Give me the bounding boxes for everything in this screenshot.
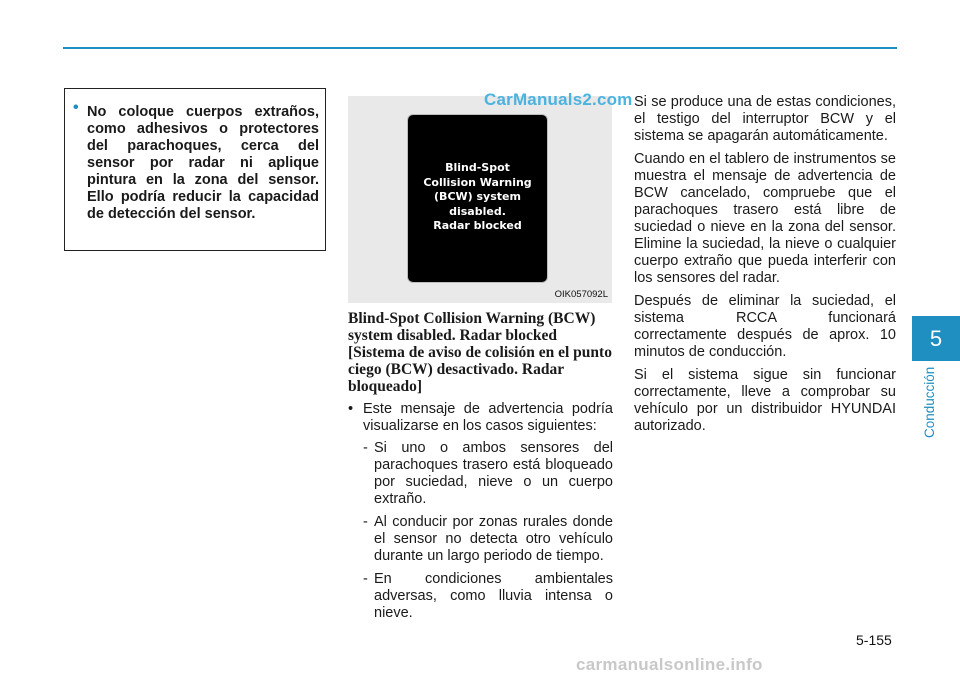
sub-mark: - xyxy=(363,514,368,530)
sub-item-text: Si uno o ambos sensores del parachoques trasero está bloqueado por suciedad, nieve o un cuerpo extraño. xyxy=(374,440,613,507)
cluster-display-message: Blind-Spot Collision Warning (BCW) system disabled. Radar blocked xyxy=(423,161,532,232)
paragraph: Cuando en el tablero de instrumentos se muestra el mensaje de advertencia de BCW cancelado, compruebe que el parachoques trasero está libre de suciedad o nieve en la zona del sensor. Elimine la suciedad, la nieve o cualquier cuerpo extraño que pueda interferir con los sensores del radar. xyxy=(634,151,896,286)
middle-column xyxy=(348,310,613,628)
bullet-text: Este mensaje de advertencia podría visualizarse en los casos siguientes: xyxy=(363,401,613,434)
paragraph: Después de eliminar la suciedad, el sistema RCCA funcionará correctamente después de aprox. 10 minutos de conducción. xyxy=(634,293,896,360)
figure-code: OIK057092L xyxy=(554,289,608,300)
watermark-carmanuals2: CarManuals2.com xyxy=(484,90,633,109)
notice-bullet: • xyxy=(73,99,79,116)
cluster-display xyxy=(408,115,547,282)
header-rule xyxy=(63,47,897,49)
paragraph: Si se produce una de estas condiciones, el testigo del interruptor BCW y el sistema se apagarán automáticamente. xyxy=(634,94,896,144)
page-number: 5-155 xyxy=(856,632,892,648)
cluster-message-figure xyxy=(348,96,612,303)
sub-item-text: Al conducir por zonas rurales donde el sensor no detecta otro vehículo durante un largo periodo de tiempo. xyxy=(374,514,613,564)
sub-item-text: En condiciones ambientales adversas, como lluvia intensa o nieve. xyxy=(374,571,613,621)
bullet-mark: • xyxy=(348,401,354,417)
chapter-number-tab: 5 xyxy=(912,316,960,361)
section-heading: Blind-Spot Collision Warning (BCW) system disabled. Radar blocked [Sistema de aviso de colisión en el punto ciego (BCW) desactivado. Radar bloqueado] xyxy=(348,310,612,395)
sub-item xyxy=(348,440,613,508)
right-column xyxy=(634,94,896,441)
sub-item xyxy=(348,514,613,565)
notice-box xyxy=(64,88,326,251)
sub-item xyxy=(348,571,613,622)
watermark-carmanualsonline: carmanualsonline.info xyxy=(576,655,763,674)
bullet-item xyxy=(348,401,613,435)
paragraph: Si el sistema sigue sin funcionar correctamente, lleve a comprobar su vehículo por un distribuidor HYUNDAI autorizado. xyxy=(634,367,896,434)
sub-mark: - xyxy=(363,440,368,456)
sub-mark: - xyxy=(363,571,368,587)
notice-text: No coloque cuerpos extraños, como adhesivos o protectores del parachoques, cerca del sensor por radar ni aplique pintura en la zona del sensor. Ello podría reducir la capacidad de detección del sensor. xyxy=(87,104,319,222)
chapter-label: Conducción xyxy=(922,367,937,439)
